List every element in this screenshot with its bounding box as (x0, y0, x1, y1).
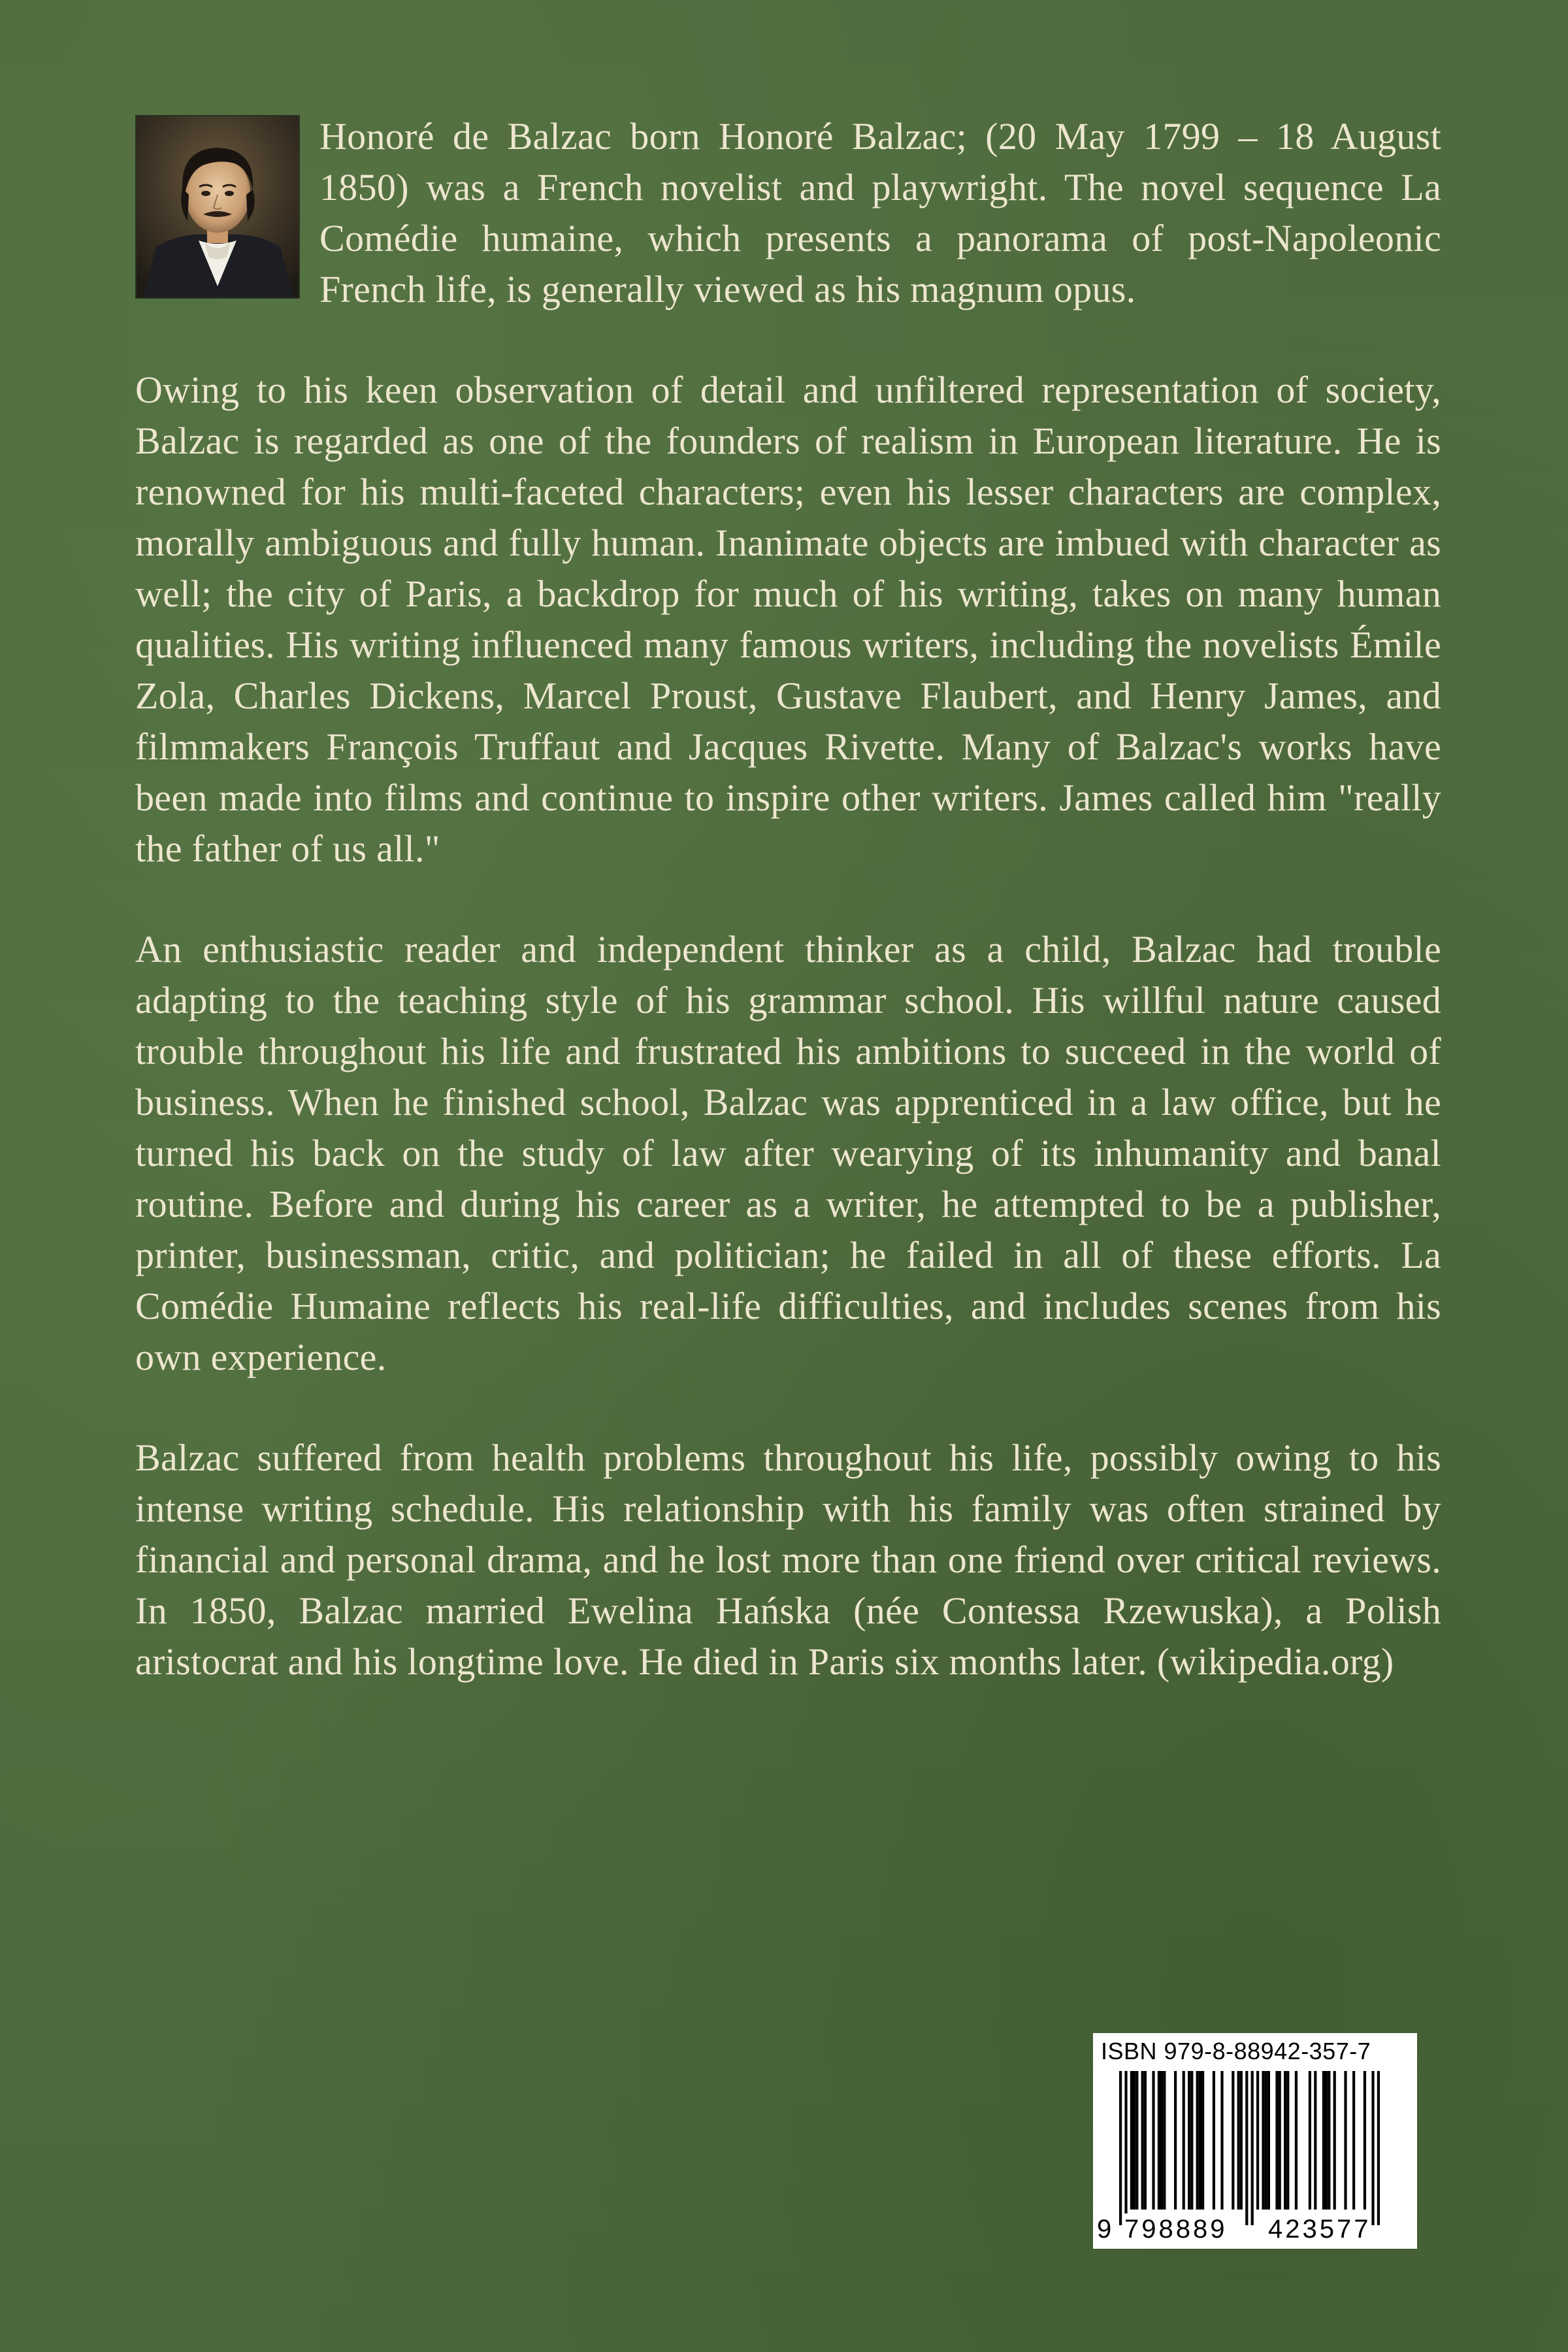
barcode-bar (1328, 2071, 1330, 2210)
barcode-bar (1245, 2071, 1248, 2225)
barcode-bar (1119, 2071, 1122, 2225)
barcode-digits-left: 798889 (1124, 2215, 1228, 2244)
barcode-bar (1190, 2071, 1193, 2210)
barcode-bar (1275, 2071, 1278, 2210)
barcode-bar (1188, 2071, 1190, 2210)
barcode-bar (1295, 2071, 1298, 2210)
barcode-bar (1201, 2071, 1204, 2210)
barcode-bar (1322, 2071, 1325, 2210)
barcode-bar (1286, 2071, 1289, 2210)
barcode-bar (1256, 2071, 1259, 2210)
barcode-bar (1333, 2071, 1336, 2210)
barcode-bar (1377, 2071, 1380, 2225)
barcode-bar (1196, 2071, 1199, 2210)
barcode-bar (1174, 2071, 1177, 2210)
barcode-bar (1130, 2071, 1133, 2210)
isbn-label: ISBN 979-8-88942-357-7 (1101, 2038, 1371, 2064)
barcode-bar (1124, 2071, 1127, 2225)
barcode-bar (1163, 2071, 1166, 2210)
barcode-bars (1098, 2071, 1412, 2228)
paragraph-early-life: An enthusiastic reader and independent thinker as a child, Balzac had trouble adapting to the teaching style of his grammar school. His willful nature caused trouble throughout his life and frustrated his ambitions to succeed in the world of business. When he finished school, Balzac was apprenticed in a law office, but he turned his back on the study of law after wearying of its inhumanity and banal routine. Before and during his career as a writer, he attempted to be a publisher, printer, businessman, critic, and politician; he failed in all of these efforts. La Comédie Humaine reflects his real-life difficulties, and includes scenes from his own experience. (135, 928, 1441, 1378)
barcode-bar (1314, 2071, 1316, 2210)
author-portrait-image (135, 115, 300, 299)
barcode-digit-first: 9 (1097, 2215, 1115, 2244)
barcode-bar (1325, 2071, 1328, 2210)
paragraph-later-life: Balzac suffered from health problems throughout his life, possibly owing to his intense writing schedule. His relationship with his family was often strained by financial and personal drama, and he lost more than one friend over critical reviews. In 1850, Balzac married Ewelina Hańska (née Contessa Rzewuska), a Polish aristocrat and his longtime love. He died in Paris six months later. (wikipedia.org) (135, 1436, 1441, 1683)
barcode-bar (1309, 2071, 1311, 2210)
isbn-barcode (1093, 2033, 1417, 2249)
barcode-bar (1344, 2071, 1347, 2210)
barcode-digits (1093, 2213, 1417, 2246)
barcode-bar (1160, 2071, 1163, 2210)
barcode-digits-right: 423577 (1268, 2215, 1371, 2244)
barcode-bar (1237, 2071, 1240, 2210)
barcode-bar (1371, 2071, 1374, 2225)
barcode-bar (1183, 2071, 1185, 2210)
paragraph-intro-text: Honoré de Balzac born Honoré Balzac; (20 May 1799 – 18 August 1850) was a French novelist and playwright. The novel sequence La Comédie humaine, which presents a panorama of post-Napoleonic French life, is generally viewed as his magnum opus. (319, 115, 1441, 310)
barcode-bar (1199, 2071, 1201, 2210)
barcode-bar (1144, 2071, 1147, 2210)
paragraph-intro (135, 111, 1441, 315)
paragraph-realism: Owing to his keen observation of detail and unfiltered representation of society, Balzac is regarded as one of the founders of realism in European literature. He is renowned for his multi-faceted characters; even his lesser characters are complex, morally ambiguous and fully human. Inanimate objects are imbued with character as well; the city of Paris, a backdrop for much of his writing, takes on many human qualities. His writing influenced many famous writers, including the novelists Émile Zola, Charles Dickens, Marcel Proust, Gustave Flaubert, and Henry James, and filmmakers François Truffaut and Jacques Rivette. Many of Balzac's works have been made into films and continue to inspire other writers. James called him "really the father of us all." (135, 369, 1441, 870)
barcode-bar (1135, 2071, 1138, 2210)
barcode-bar (1152, 2071, 1154, 2210)
barcode-bar (1352, 2071, 1355, 2210)
barcode-bar (1262, 2071, 1264, 2210)
barcode-bar (1265, 2071, 1267, 2210)
barcode-bar (1240, 2071, 1243, 2210)
barcode-bar (1251, 2071, 1254, 2225)
barcode-bar (1267, 2071, 1270, 2210)
barcode-bar (1364, 2071, 1366, 2210)
barcode-bar (1284, 2071, 1286, 2210)
barcode-bar (1279, 2071, 1281, 2210)
cover-text (135, 111, 1441, 1737)
barcode-bar (1232, 2071, 1234, 2210)
barcode-bar (1158, 2071, 1160, 2210)
barcode-bar (1220, 2071, 1223, 2210)
barcode-bar (1213, 2071, 1215, 2210)
barcode-bar (1133, 2071, 1135, 2210)
barcode-bar (1141, 2071, 1144, 2210)
